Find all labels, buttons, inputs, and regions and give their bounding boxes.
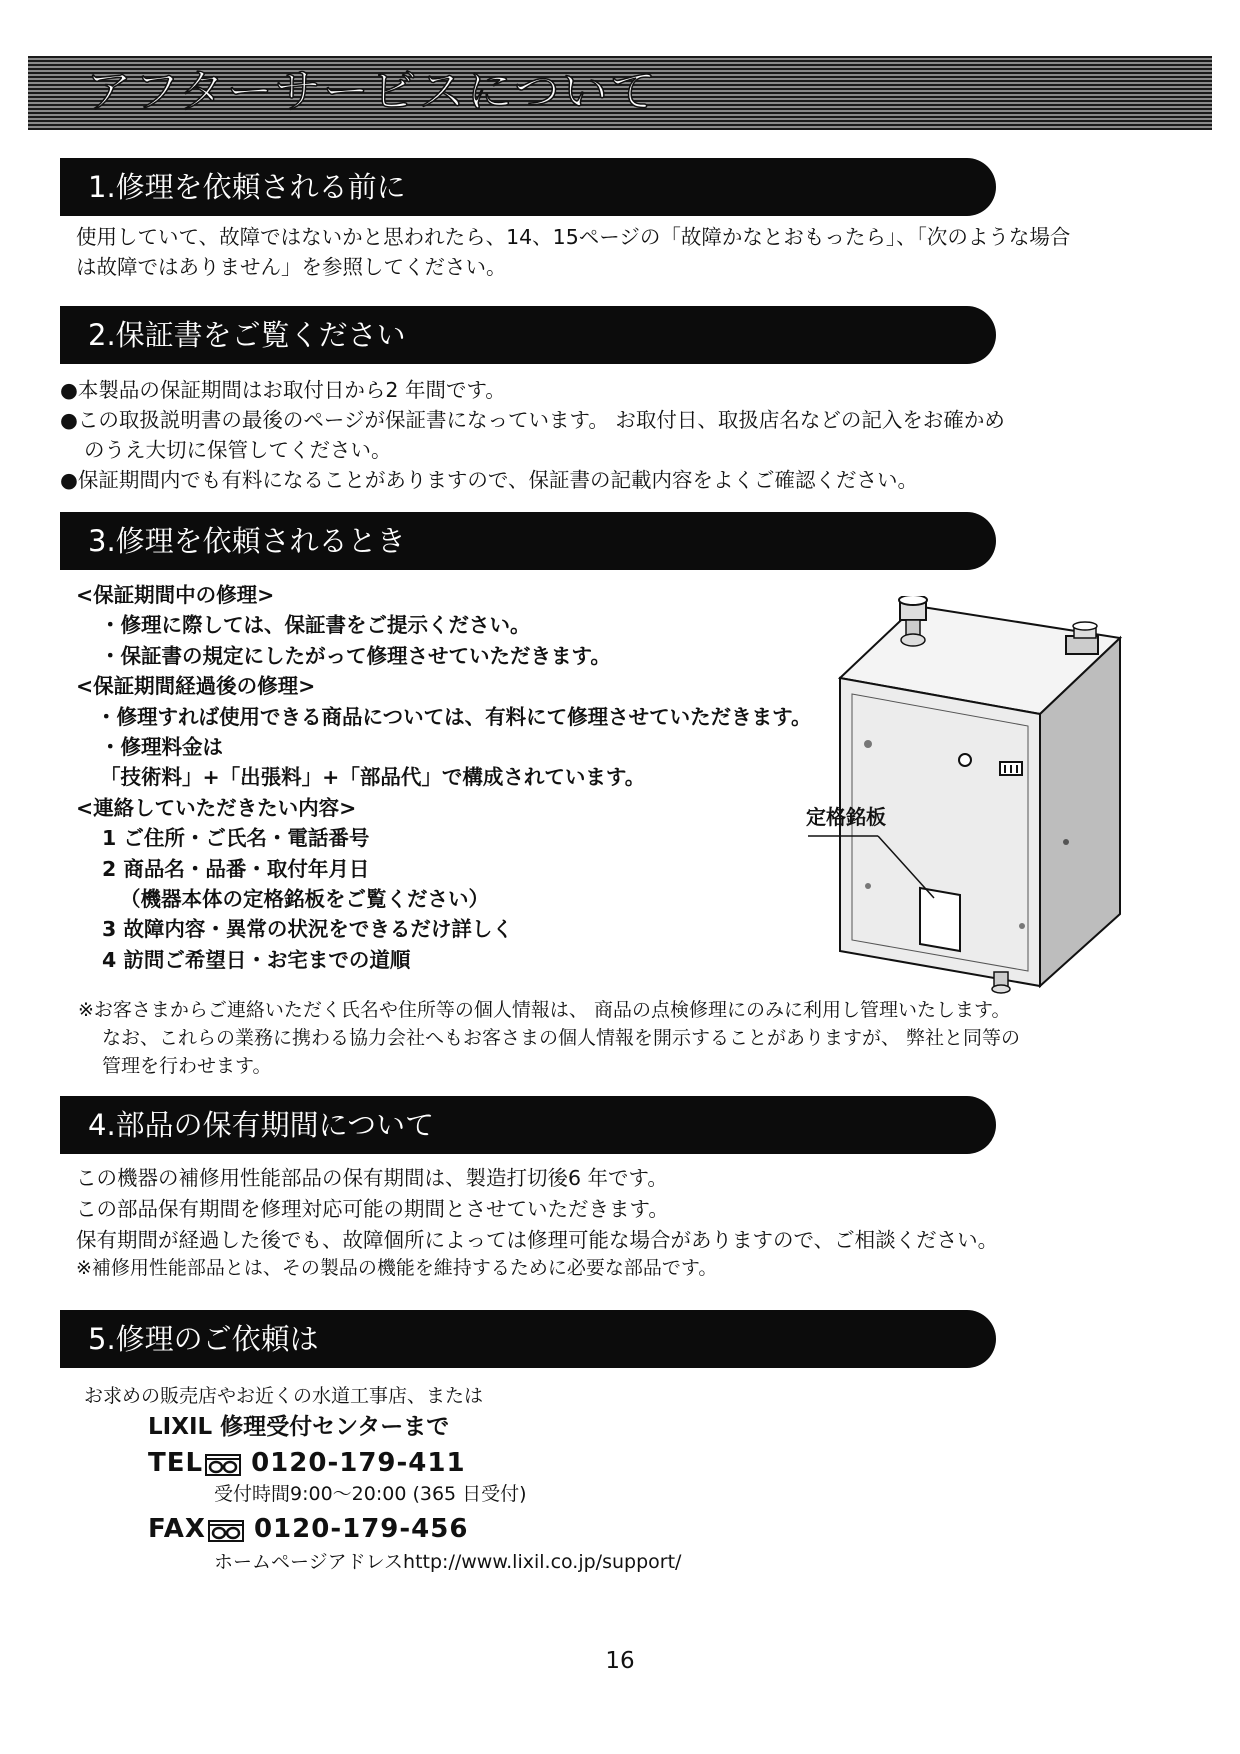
- title-banner: [28, 56, 1212, 130]
- fax-label: FAX: [148, 1514, 206, 1544]
- text-line: 保有期間が経過した後でも、故障個所によっては修理可能な場合がありますので、ご相談ください。: [76, 1228, 999, 1252]
- list-item: 1 ご住所・ご氏名・電話番号: [102, 826, 370, 851]
- list-item: 2 商品名・品番・取付年月日: [102, 856, 370, 881]
- list-item: ・修理料金は: [100, 735, 223, 760]
- list-item: ・修理に際しては、保証書をご提示ください。: [100, 613, 531, 638]
- section-4-heading: 4.部品の保有期間について: [88, 1108, 435, 1142]
- bullet-item-continued: のうえ大切に保管してください。: [84, 438, 392, 462]
- tel-row: [148, 1446, 466, 1481]
- section-2-heading: 2.保証書をご覧ください: [88, 318, 406, 352]
- list-item: ・修理すれば使用できる商品については、有料にて修理させていただきます。: [96, 704, 812, 729]
- section-5-heading: 5.修理のご依頼は: [88, 1322, 319, 1356]
- section-3-heading: 3.修理を依頼されるとき: [88, 524, 406, 558]
- figure-label-rating-plate: 定格銘板: [806, 805, 886, 829]
- reception-hours: 受付時間9:00～20:00 (365 日受付): [214, 1483, 527, 1505]
- bullet-item: ●この取扱説明書の最後のページが保証書になっています。 お取付日、取扱店名などの記入をお確かめ: [60, 408, 1005, 432]
- section-3-body: [76, 580, 811, 975]
- subheading: <保証期間中の修理>: [76, 583, 275, 607]
- text-line: 使用していて、故障ではないかと思われたら、14、15ページの「故障かなとおもったら」、「次のような場合: [76, 225, 1071, 249]
- contact-intro: お求めの販売店やお近くの水道工事店、または: [84, 1385, 484, 1407]
- repair-center-name: LIXIL 修理受付センターまで: [148, 1414, 450, 1440]
- note-line: 管理を行わせます。: [102, 1055, 272, 1077]
- section-2-header: [60, 306, 996, 364]
- bullet-item: ●本製品の保証期間はお取付日から2 年間です。: [60, 378, 506, 402]
- section-5-header: [60, 1310, 996, 1368]
- section-1-heading: 1.修理を依頼される前に: [88, 170, 406, 204]
- text-line: この機器の補修用性能部品の保有期間は、製造打切後6 年です。: [76, 1166, 668, 1190]
- section-4-body: [76, 1163, 998, 1256]
- section-3-notes: [78, 996, 1020, 1080]
- section-1-body: [76, 222, 1070, 282]
- website-address[interactable]: ホームページアドレスhttp://www.lixil.co.jp/support/: [214, 1551, 682, 1573]
- water-heater-figure: [800, 596, 1140, 996]
- section-4-note: ※補修用性能部品とは、その製品の機能を維持するために必要な部品です。: [76, 1257, 718, 1279]
- freedial-icon: [205, 1452, 241, 1474]
- page-number: 16: [605, 1648, 635, 1674]
- tel-number[interactable]: 0120-179-411: [251, 1448, 466, 1478]
- section-4-header: [60, 1096, 996, 1154]
- section-2-body: [60, 375, 1005, 495]
- subheading: <連絡していただきたい内容>: [76, 795, 357, 820]
- list-item: 「技術料」+「出張料」+「部品代」で構成されています。: [100, 765, 646, 790]
- figure-leader-line: [806, 834, 946, 904]
- section-3-header: [60, 512, 996, 570]
- tel-label: TEL: [148, 1448, 204, 1478]
- list-item: ・保証書の規定にしたがって修理させていただきます。: [100, 643, 611, 668]
- fax-row: [148, 1512, 468, 1547]
- note-line: ※お客さまからご連絡いただく氏名や住所等の個人情報は、 商品の点検修理にのみに利用し管理いたします。: [78, 999, 1011, 1021]
- list-item: 4 訪問ご希望日・お宅までの道順: [102, 947, 411, 972]
- text-line: この部品保有期間を修理対応可能の期間とさせていただきます。: [76, 1197, 669, 1221]
- page-title: アフターサービスについて: [86, 64, 658, 118]
- bullet-item: ●保証期間内でも有料になることがありますので、保証書の記載内容をよくご確認ください。: [60, 468, 918, 492]
- list-item: （機器本体の定格銘板をご覧ください）: [120, 887, 489, 912]
- subheading: <保証期間経過後の修理>: [76, 674, 316, 699]
- fax-number[interactable]: 0120-179-456: [253, 1514, 469, 1544]
- water-heater-drawing: [800, 596, 1140, 996]
- note-line: なお、これらの業務に携わる協力会社へもお客さまの個人情報を開示することがありますが、 弊社と同等の: [102, 1027, 1021, 1049]
- text-line: は故障ではありません」を参照してください。: [76, 255, 507, 279]
- section-1-header: [60, 158, 996, 216]
- list-item: 3 故障内容・異常の状況をできるだけ詳しく: [102, 917, 513, 942]
- freedial-icon: [208, 1518, 244, 1540]
